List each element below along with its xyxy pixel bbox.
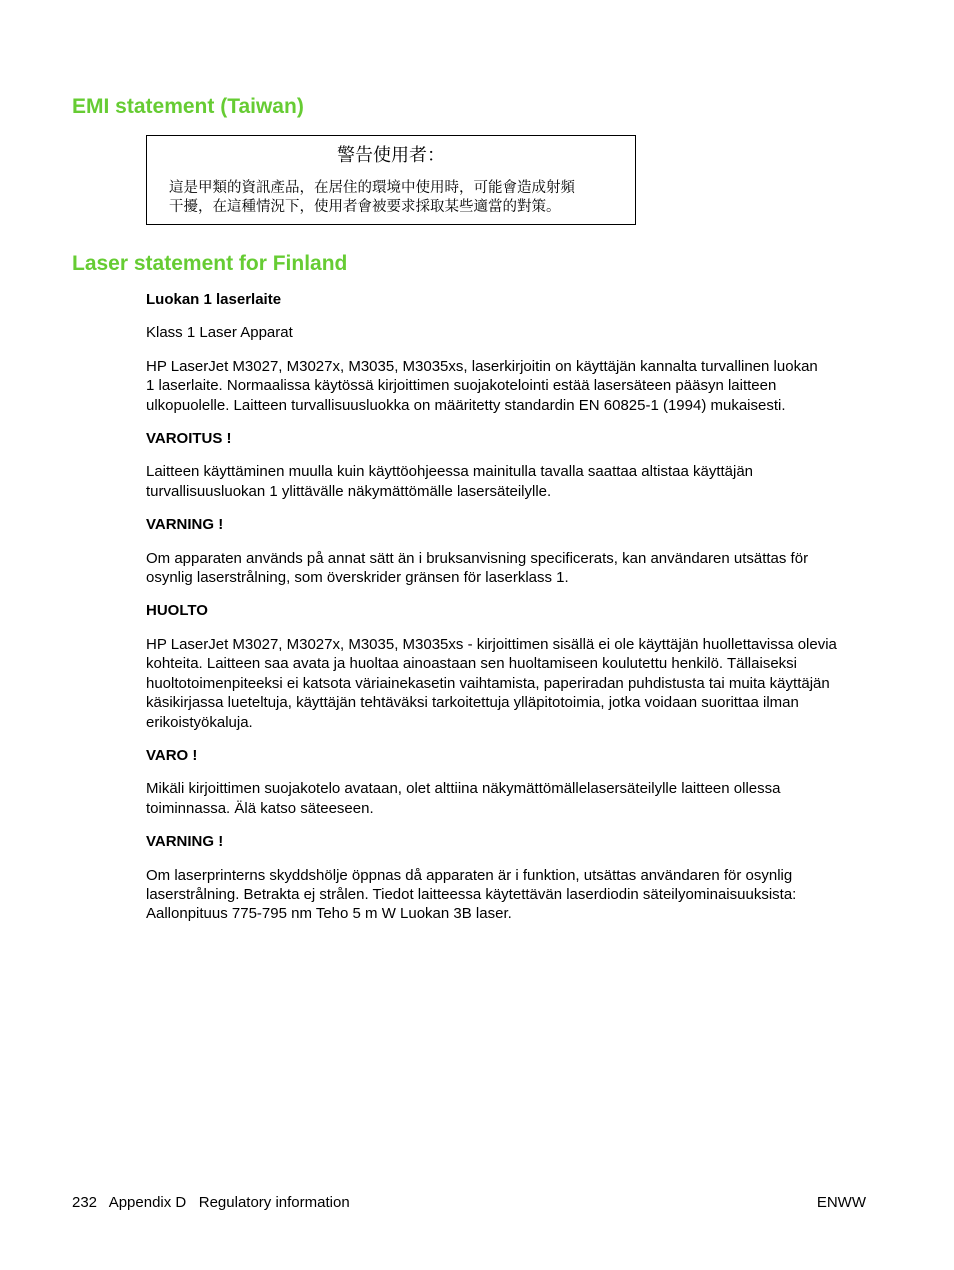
footer-code: ENWW [816,1194,866,1211]
paragraph: HP LaserJet M3027, M3027x, M3035, M3035xs, laserkirjoitin on käyttäjän kannalta turvallinen luokan 1 laserlaite. Normaalissa käytössä kirjoittimen suojakotelointi estää lasersäteen pääsyn laitteen ulkopuolelle. Laitteen turvallisuusluokka on määritetty standardin EN 60825-1 (1994) mukaisesti. [146,357,818,414]
emi-warning-title: 警告使用者： [337,145,445,166]
paragraph: Mikäli kirjoittimen suojakotelo avataan, olet alttiina näkymättömällelasersäteilylle laitteen ollessa toiminnassa. Älä katso säteeseen. [146,780,781,817]
subheading: VARO ! [146,746,198,764]
paragraph: HP LaserJet M3027, M3027x, M3035, M3035xs - kirjoittimen sisällä ei ole käyttäjän huollettavissa olevia kohteita. Laitteen saa avata ja huoltaa ainoastaan sen huoltamiseen koulutettu henkilö. Tällaiseksi huoltotoimenpiteeksi ei katsota väriainekasetin vaihtamista, paperiradan puhdistusta tai muita käyttäjän käsikirjassa lueteltuja, käyttäjän tehtäväksi tarkoitettuja ylläpitotoimia, jotka voidaan suorittaa ilman erikoistyökaluja. [146,635,837,731]
emi-warning-text: 這是甲類的資訊產品，在居住的環境中使用時，可能會造成射頻 干擾，在這種情況下，使用者會被要求採取某些適當的對策。 [169,180,575,215]
emi-warning-box [146,135,636,225]
paragraph: Laitteen käyttäminen muulla kuin käyttöohjeessa mainitulla tavalla saattaa altistaa käyttäjän turvallisuusluokan 1 ylittävälle näkymättömälle lasersäteilylle. [146,463,754,500]
subheading: HUOLTO [146,602,208,620]
subheading: VAROITUS ! [146,430,232,448]
section-heading-laser: Laser statement for Finland [72,252,348,275]
paragraph: Om laserprinterns skyddshölje öppnas då apparaten är i funktion, utsättas användaren för osynlig laserstrålning. Betrakta ej strålen. Tiedot laitteessa käytettävän laserdiodin säteilyominaisuuksista: Aallonpituus 775-795 nm Teho 5 m W Luokan 3B laser. [146,866,797,923]
laser-statement-content [146,290,876,938]
section-heading-emi: EMI statement (Taiwan) [72,95,304,118]
paragraph: Om apparaten används på annat sätt än i bruksanvisning specificerats, kan användaren utsättas för osynlig laserstrålning, som överskrider gränsen för laserklass 1. [146,549,809,587]
subheading: Luokan 1 laserlaite [146,291,282,308]
paragraph: Klass 1 Laser Apparat [146,324,293,342]
footer-page-info: 232 Appendix D Regulatory information [72,1194,350,1211]
subheading: VARNING ! [146,516,224,534]
subheading: VARNING ! [146,833,224,851]
